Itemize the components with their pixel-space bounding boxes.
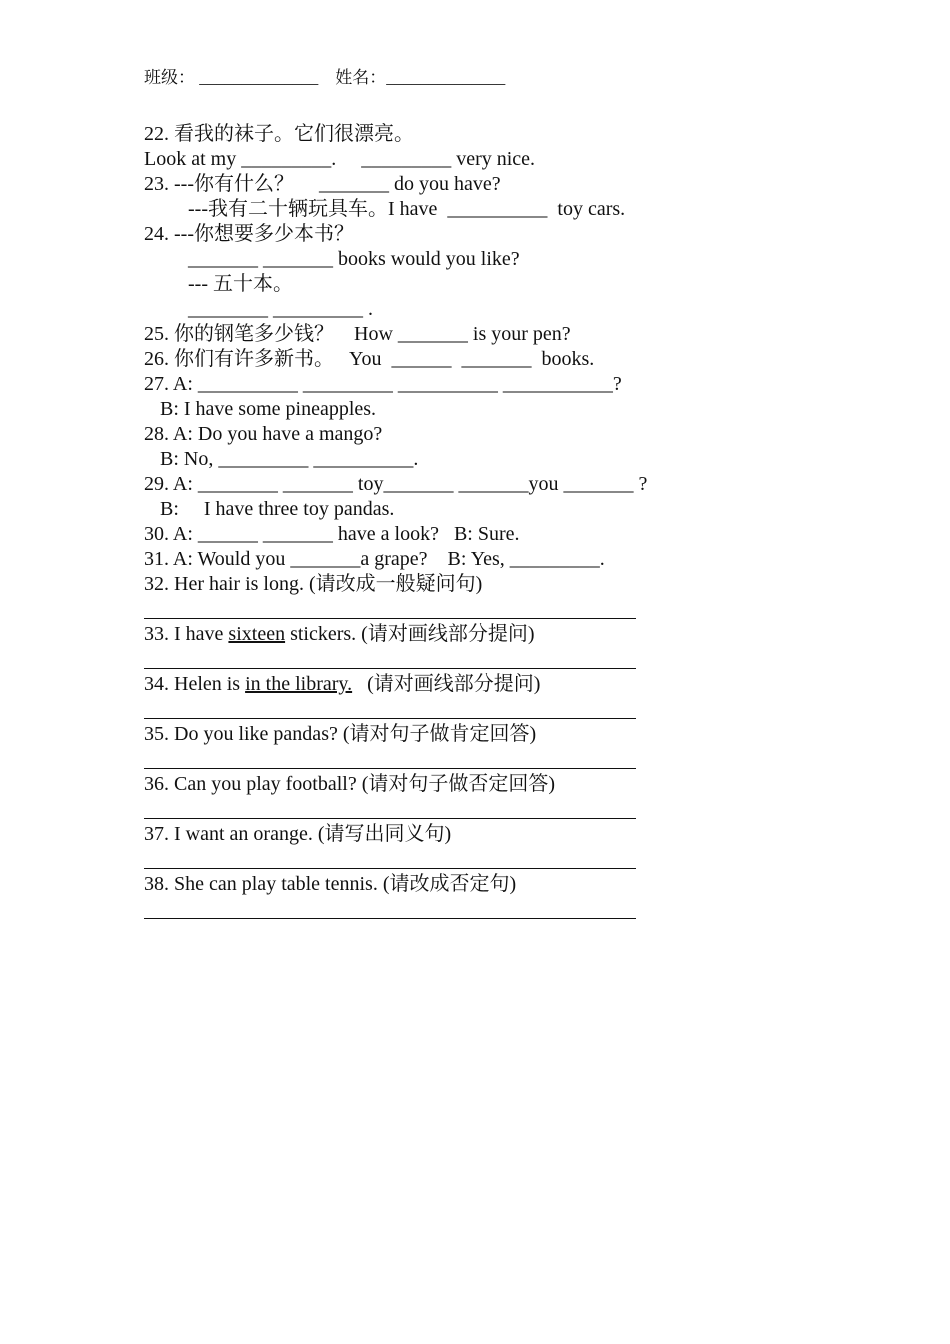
exercise-list [144, 122, 844, 922]
answer-line-36[interactable] [144, 797, 844, 822]
question-34-prefix: 34. Helen is [144, 673, 246, 695]
class-blank[interactable]: ______________ [199, 68, 319, 87]
question-38: 38. She can play table tennis. (请改成否定句) [144, 873, 517, 895]
answer-line-35[interactable] [144, 747, 844, 772]
question-34-underlined: in the library. [245, 673, 353, 695]
question-24-line-1: 24. ---你想要多少本书？ [144, 223, 354, 245]
question-35: 35. Do you like pandas? (请对句子做肯定回答) [144, 723, 537, 745]
name-label: 姓名： [335, 68, 387, 87]
question-23-line-2[interactable]: ---我有二十辆玩具车。I have __________ toy cars. [188, 198, 626, 220]
question-23-line-1[interactable]: 23. ---你有什么？ _______ do you have? [144, 173, 501, 195]
question-27-b: B: I have some pineapples. [160, 398, 377, 420]
question-37: 37. I want an orange. (请写出同义句) [144, 823, 452, 845]
question-24-line-2[interactable]: _______ _______ books would you like? [188, 248, 520, 270]
question-26[interactable]: 26. 你们有许多新书。 You ______ _______ books. [144, 348, 595, 370]
answer-line-38[interactable] [144, 897, 844, 922]
question-34 [144, 672, 844, 697]
answer-line-37[interactable] [144, 847, 844, 872]
answer-rule [144, 768, 636, 769]
class-label: 班级： [144, 68, 195, 87]
question-25[interactable]: 25. 你的钢笔多少钱？ How _______ is your pen? [144, 323, 571, 345]
question-22-chinese: 22. 看我的袜子。它们很漂亮。 [144, 123, 414, 145]
answer-rule [144, 718, 636, 719]
name-blank[interactable]: ______________ [386, 68, 506, 87]
question-30[interactable]: 30. A: ______ _______ have a look? B: Sure. [144, 523, 520, 545]
question-24-line-4[interactable]: ________ _________ . [188, 298, 373, 320]
answer-rule [144, 918, 636, 919]
question-33-prefix: 33. I have [144, 623, 229, 645]
question-33-suffix: stickers. (请对画线部分提问) [285, 623, 535, 645]
answer-rule [144, 618, 636, 619]
student-info-header [144, 66, 505, 90]
question-34-suffix: (请对画线部分提问) [352, 673, 541, 695]
question-32: 32. Her hair is long. (请改成一般疑问句) [144, 573, 483, 595]
answer-rule [144, 818, 636, 819]
question-29-a[interactable]: 29. A: ________ _______ toy_______ _______you _______ ? [144, 473, 648, 495]
answer-line-33[interactable] [144, 647, 844, 672]
question-24-line-3: --- 五十本。 [188, 273, 293, 295]
answer-rule [144, 668, 636, 669]
question-28-b[interactable]: B: No, _________ __________. [160, 448, 419, 470]
answer-line-32[interactable] [144, 597, 844, 622]
question-22-english[interactable]: Look at my _________. _________ very nice. [144, 148, 536, 170]
answer-line-34[interactable] [144, 697, 844, 722]
question-33-underlined: sixteen [228, 623, 286, 645]
question-28-a: 28. A: Do you have a mango? [144, 423, 383, 445]
question-31[interactable]: 31. A: Would you _______a grape? B: Yes, _________. [144, 548, 605, 570]
answer-rule [144, 868, 636, 869]
question-27-a[interactable]: 27. A: __________ _________ __________ ___________? [144, 373, 622, 395]
question-36: 36. Can you play football? (请对句子做否定回答) [144, 773, 556, 795]
question-29-b: B: I have three toy pandas. [160, 498, 395, 520]
question-33 [144, 622, 844, 647]
